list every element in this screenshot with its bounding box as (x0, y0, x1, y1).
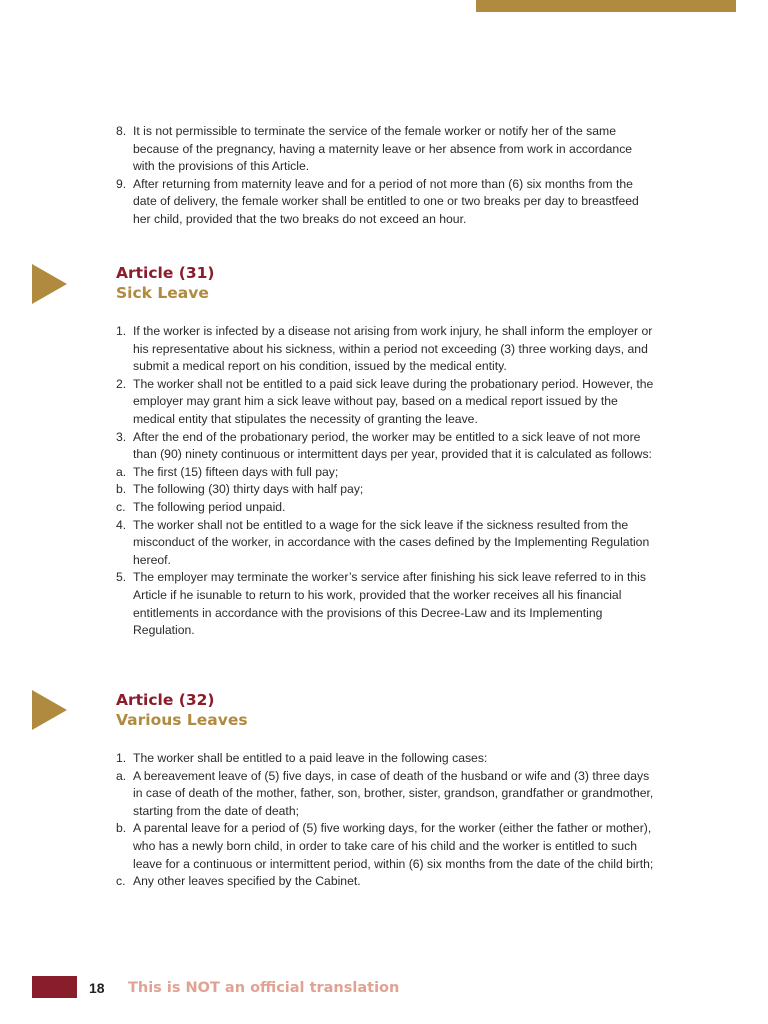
article-32-number: Article (32) (116, 691, 215, 709)
list-item: a. A bereavement leave of (5) five days, in case of death of the husband or wife and (3) three days in case of death of the mother, father, son, brother, sister, grandson, grandfather or grandmother, starting from the date of death; (116, 768, 654, 818)
list-item: 2. The worker shall not be entitled to a paid sick leave during the probationary period. However, the employer may grant him a sick leave without pay, based on a medical report issued by the medical entity that stipulates the necessity of granting the leave. (116, 376, 654, 426)
article-32-marker-icon (32, 690, 67, 730)
footer-accent-bar (32, 976, 77, 998)
list-item: b. The following (30) thirty days with half pay; (116, 482, 364, 497)
article-31-number: Article (31) (116, 264, 215, 282)
list-item: 1. If the worker is infected by a disease not arising from work injury, he shall inform the employer or his representative about his sickness, within a period not exceeding (3) three working days, and submit a medical report on his condition, issued by the medical entity. (116, 324, 653, 374)
article-31-marker-icon (32, 264, 67, 304)
list-item: a. The first (15) fifteen days with full pay; (116, 464, 339, 479)
header-accent-bar (476, 0, 736, 12)
page-number: 18 (89, 980, 105, 996)
list-item: b. A parental leave for a period of (5) five working days, for the worker (either the father or mother), who has a newly born child, in order to take care of his child and the worker is entitled to such leave for a continuous or intermittent period, within (6) six months from the date of the child birth; (116, 821, 654, 871)
list-item: 3. After the end of the probationary period, the worker may be entitled to a sick leave of not more than (90) ninety continuous or intermittent days per year, provided that it is calculated as follows: (116, 429, 652, 462)
list-item: c. Any other leaves specified by the Cabinet. (116, 874, 361, 889)
list-item: c. The following period unpaid. (116, 499, 286, 514)
list-item: 9. After returning from maternity leave and for a period of not more than (6) six months from the date of delivery, the female worker shall be entitled to one or two breaks per day to breastfeed her child, provided that the two breaks do not exceed an hour. (116, 176, 639, 226)
intro-list (116, 123, 656, 229)
article-31-list (116, 323, 656, 640)
article-32-title: Various Leaves (116, 711, 248, 729)
article-31-title: Sick Leave (116, 284, 209, 302)
article-32-list (116, 750, 656, 891)
article-32-heading (116, 690, 248, 730)
list-item: 5. The employer may terminate the worker’s service after finishing his sick leave referred to in this Article if he isunable to return to his work, provided that the worker receives all his financial entitlements in accordance with the provisions of this Decree-Law and its Implementing Regulation. (116, 570, 646, 638)
footer-disclaimer: This is NOT an official translation (128, 980, 400, 996)
list-item: 4. The worker shall not be entitled to a wage for the sick leave if the sickness resulted from the misconduct of the worker, in accordance with the cases defined by the Implementing Regulation hereof. (116, 517, 650, 567)
list-item: 8. It is not permissible to terminate the service of the female worker or notify her of the same because of the pregnancy, having a maternity leave or her absence from work in accordance with the provisions of this Article. (116, 124, 633, 174)
article-31-heading (116, 263, 215, 303)
list-item: 1. The worker shall be entitled to a paid leave in the following cases: (116, 751, 488, 765)
